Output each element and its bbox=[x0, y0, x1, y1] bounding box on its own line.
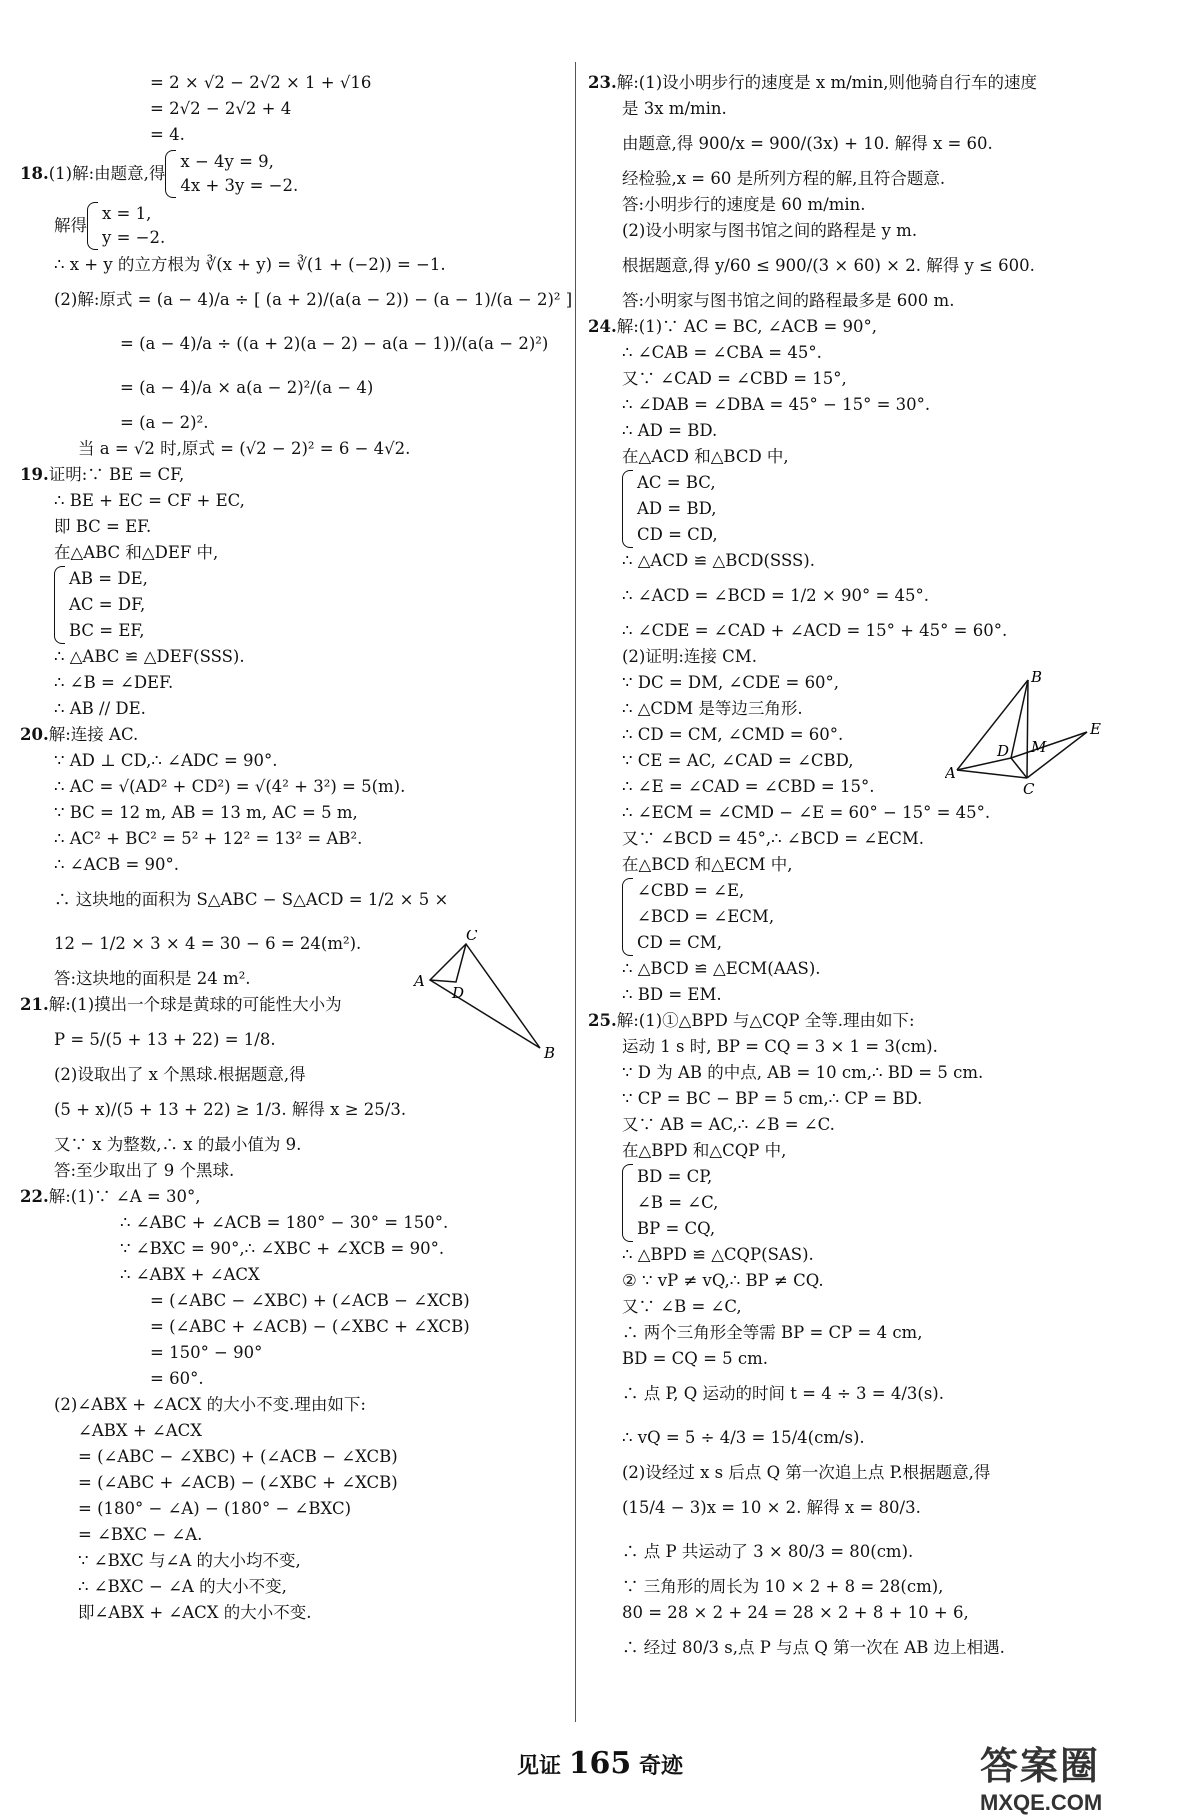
text-line: ∵ CP = BC − BP = 5 cm,∴ CP = BD. bbox=[622, 1089, 923, 1108]
equation: x − 4y = 9, bbox=[180, 152, 274, 171]
text-line: ∴ △BPD ≌ △CQP(SAS). bbox=[622, 1245, 814, 1264]
point-label: B bbox=[544, 1044, 556, 1060]
point-label: D bbox=[997, 742, 1010, 760]
text-line: ∵ 三角形的周长为 10 × 2 + 8 = 28(cm), bbox=[622, 1577, 944, 1596]
text-line: ∵ BC = 12 m, AB = 13 m, AC = 5 m, bbox=[54, 803, 358, 822]
text-line: ∴ 两个三角形全等需 BP = CP = 4 cm, bbox=[622, 1323, 923, 1342]
text-line: = (∠ABC + ∠ACB) − (∠XBC + ∠XCB) bbox=[78, 1473, 398, 1492]
question-number: 23. bbox=[588, 73, 617, 92]
q24-line bbox=[588, 314, 1168, 340]
text-line: 又∵ ∠BCD = 45°,∴ ∠BCD = ∠ECM. bbox=[622, 829, 924, 848]
text-line: ∴ CD = CM, ∠CMD = 60°. bbox=[622, 725, 844, 744]
text-line: 又∵ ∠CAD = ∠CBD = 15°, bbox=[622, 369, 847, 388]
point-label: C bbox=[466, 930, 478, 944]
text-line: ∴ △ABC ≌ △DEF(SSS). bbox=[54, 647, 245, 666]
page-footer bbox=[500, 1746, 700, 1781]
text-line: 答:这块地的面积是 24 m². bbox=[54, 969, 251, 988]
question-number: 18. bbox=[20, 164, 49, 183]
text-line: 解得 bbox=[54, 216, 87, 235]
text-line: ∵ DC = DM, ∠CDE = 60°, bbox=[622, 673, 840, 692]
q18-part1 bbox=[20, 148, 575, 200]
text-line: P = 5/(5 + 13 + 22) = 1/8. bbox=[54, 1030, 276, 1049]
text-line: 在△ABC 和△DEF 中, bbox=[54, 543, 219, 562]
q18-solution bbox=[20, 200, 575, 252]
equation-system bbox=[165, 150, 298, 198]
brace-icon bbox=[165, 150, 176, 198]
text-line: 运动 1 s 时, BP = CQ = 3 × 1 = 3(cm). bbox=[622, 1037, 938, 1056]
text-line: = 4. bbox=[150, 125, 185, 144]
equation: ∠B = ∠C, bbox=[637, 1193, 719, 1212]
equation: y = −2. bbox=[102, 228, 166, 247]
text-line: ∴ ∠E = ∠CAD = ∠CBD = 15°. bbox=[622, 777, 875, 796]
q22-line bbox=[20, 1184, 575, 1210]
equation: CD = CM, bbox=[637, 933, 722, 952]
equation: AC = BC, bbox=[637, 473, 716, 492]
text-line: ∴ AC = √(AD² + CD²) = √(4² + 3²) = 5(m). bbox=[54, 777, 406, 796]
equation: AC = DF, bbox=[69, 595, 146, 614]
text-line: ② ∵ vP ≠ vQ,∴ BP ≠ CQ. bbox=[622, 1271, 824, 1290]
point-label: A bbox=[414, 972, 425, 990]
equation: CD = CD, bbox=[637, 525, 718, 544]
text-line: ∴ ∠BXC − ∠A 的大小不变, bbox=[78, 1577, 287, 1596]
point-label: A bbox=[945, 764, 956, 782]
point-label: E bbox=[1090, 720, 1101, 738]
brace-icon bbox=[622, 878, 633, 956]
text-line: 解:(1)∵ AC = BC, ∠ACB = 90°, bbox=[616, 317, 878, 336]
column-divider bbox=[575, 62, 576, 1722]
text-line: BD = CQ = 5 cm. bbox=[622, 1349, 769, 1368]
text-line: ∵ AD ⊥ CD,∴ ∠ADC = 90°. bbox=[54, 751, 278, 770]
equation-system bbox=[588, 1164, 1168, 1242]
text-line: (2)解:原式 = (a − 4)/a ÷ [ (a + 2)/(a(a − 2)) − (a − 1)/(a − 2)² ] bbox=[54, 290, 573, 309]
text-line: ∴ ∠DAB = ∠DBA = 45° − 15° = 30°. bbox=[622, 395, 931, 414]
text-line: 解:连接 AC. bbox=[48, 725, 139, 744]
right-column bbox=[588, 70, 1168, 1670]
text-line: = 2 × √2 − 2√2 × 1 + √16 bbox=[150, 73, 372, 92]
segment-de bbox=[1011, 732, 1087, 758]
point-label: D bbox=[452, 984, 465, 1002]
point-label: M bbox=[1031, 738, 1047, 756]
figure-q24 bbox=[945, 670, 1105, 795]
text-line: 答:至少取出了 9 个黑球. bbox=[54, 1161, 235, 1180]
watermark-logo bbox=[980, 1735, 1180, 1815]
point-label: C bbox=[1023, 780, 1035, 795]
text-line: (2)∠ABX + ∠ACX 的大小不变.理由如下: bbox=[54, 1395, 366, 1414]
equation-system bbox=[588, 470, 1168, 548]
text-line: 即∠ABX + ∠ACX 的大小不变. bbox=[78, 1603, 312, 1622]
segment-cd bbox=[1011, 758, 1027, 778]
text-line: = 150° − 90° bbox=[150, 1343, 263, 1362]
left-column bbox=[20, 70, 575, 1626]
text-line: 80 = 28 × 2 + 24 = 28 × 2 + 8 + 10 + 6, bbox=[622, 1603, 969, 1622]
q23-line bbox=[588, 70, 1168, 96]
equation: BP = CQ, bbox=[637, 1219, 716, 1238]
text-line: = (∠ABC − ∠XBC) + (∠ACB − ∠XCB) bbox=[78, 1447, 398, 1466]
footer-suffix: 奇迹 bbox=[638, 1753, 683, 1779]
text-line: (2)证明:连接 CM. bbox=[622, 647, 757, 666]
text-line: ∵ ∠BXC = 90°,∴ ∠XBC + ∠XCB = 90°. bbox=[120, 1239, 445, 1258]
text-line: ∴ 这块地的面积为 S△ABC − S△ACD = 1/2 × 5 × bbox=[54, 890, 449, 909]
text-line: 答:小明步行的速度是 60 m/min. bbox=[622, 195, 866, 214]
text-line: = 60°. bbox=[150, 1369, 204, 1388]
text-line: 又∵ ∠B = ∠C, bbox=[622, 1297, 742, 1316]
equation-system bbox=[20, 566, 575, 644]
brace-icon bbox=[622, 470, 633, 548]
question-number: 25. bbox=[588, 1011, 617, 1030]
question-number: 20. bbox=[20, 725, 49, 744]
text-line: ∵ CE = AC, ∠CAD = ∠CBD, bbox=[622, 751, 854, 770]
text-line: ∴ BE + EC = CF + EC, bbox=[54, 491, 245, 510]
question-number: 19. bbox=[20, 465, 49, 484]
text-line: = ∠BXC − ∠A. bbox=[78, 1525, 203, 1544]
text-line: (2)设经过 x s 后点 Q 第一次追上点 P.根据题意,得 bbox=[622, 1463, 991, 1482]
equation: ∠CBD = ∠E, bbox=[637, 881, 745, 900]
text-line: 是 3x m/min. bbox=[622, 99, 727, 118]
text-line: 12 − 1/2 × 3 × 4 = 30 − 6 = 24(m²). bbox=[54, 934, 362, 953]
equation: BD = CP, bbox=[637, 1167, 713, 1186]
text-line: ∴ AD = BD. bbox=[622, 421, 718, 440]
equation: BC = EF, bbox=[69, 621, 145, 640]
footer-prefix: 见证 bbox=[517, 1753, 562, 1779]
text-line: ∴ ∠ABX + ∠ACX bbox=[120, 1265, 260, 1284]
text-line: 又∵ AB = AC,∴ ∠B = ∠C. bbox=[622, 1115, 835, 1134]
text-line: ∴ △CDM 是等边三角形. bbox=[622, 699, 803, 718]
text-line: ∴ AB // DE. bbox=[54, 699, 146, 718]
segment-ac bbox=[957, 770, 1027, 778]
watermark-url: MXQE.COM bbox=[980, 1790, 1103, 1815]
text-line: = (a − 4)/a ÷ ((a + 2)(a − 2) − a(a − 1))/(a(a − 2)²) bbox=[120, 334, 549, 353]
text-line: ∵ ∠BXC 与∠A 的大小均不变, bbox=[78, 1551, 301, 1570]
equation-system bbox=[87, 202, 165, 250]
text-line: (5 + x)/(5 + 13 + 22) ≥ 1/3. 解得 x ≥ 25/3. bbox=[54, 1100, 407, 1119]
text-line: ∴ ∠ABC + ∠ACB = 180° − 30° = 150°. bbox=[120, 1213, 449, 1232]
text-line: = (180° − ∠A) − (180° − ∠BXC) bbox=[78, 1499, 352, 1518]
text-line: 解:(1)摸出一个球是黄球的可能性大小为 bbox=[48, 995, 342, 1014]
text-line: ∴ AC² + BC² = 5² + 12² = 13² = AB². bbox=[54, 829, 363, 848]
text-line: (1)解:由题意,得 bbox=[48, 164, 166, 183]
brace-icon bbox=[87, 202, 98, 250]
brace-icon bbox=[54, 566, 65, 644]
question-number: 24. bbox=[588, 317, 617, 336]
text-line: ∴ ∠ACB = 90°. bbox=[54, 855, 180, 874]
brace-icon bbox=[622, 1164, 633, 1242]
page-number: 165 bbox=[568, 1746, 632, 1781]
text-line: = (a − 2)². bbox=[120, 413, 209, 432]
text-line: ∴ △ACD ≌ △BCD(SSS). bbox=[622, 551, 815, 570]
text-line: ∴ x + y 的立方根为 ∛(x + y) = ∛(1 + (−2)) = −1. bbox=[54, 255, 446, 274]
text-line: 经检验,x = 60 是所列方程的解,且符合题意. bbox=[622, 169, 946, 188]
text-line: (2)设小明家与图书馆之间的路程是 y m. bbox=[622, 221, 918, 240]
text-line: 当 a = √2 时,原式 = (√2 − 2)² = 6 − 4√2. bbox=[78, 439, 411, 458]
equation: AB = DE, bbox=[69, 569, 148, 588]
text-line: 在△BPD 和△CQP 中, bbox=[622, 1141, 787, 1160]
text-line: ∴ ∠CAB = ∠CBA = 45°. bbox=[622, 343, 822, 362]
q19-line bbox=[20, 462, 575, 488]
text-line: 在△ACD 和△BCD 中, bbox=[622, 447, 789, 466]
text-line: = (∠ABC − ∠XBC) + (∠ACB − ∠XCB) bbox=[150, 1291, 470, 1310]
text-line: (15/4 − 3)x = 10 × 2. 解得 x = 80/3. bbox=[622, 1498, 921, 1517]
equation: ∠BCD = ∠ECM, bbox=[637, 907, 775, 926]
text-line: 答:小明家与图书馆之间的路程最多是 600 m. bbox=[622, 291, 955, 310]
equation: AD = BD, bbox=[637, 499, 717, 518]
text-line: 又∵ x 为整数,∴ x 的最小值为 9. bbox=[54, 1135, 302, 1154]
text-line: 解:(1)∵ ∠A = 30°, bbox=[48, 1187, 201, 1206]
equation: 4x + 3y = −2. bbox=[180, 176, 299, 195]
text-line: ∴ BD = EM. bbox=[622, 985, 722, 1004]
text-line: ∴ 点 P, Q 运动的时间 t = 4 ÷ 3 = 4/3(s). bbox=[622, 1384, 944, 1403]
q25-line bbox=[588, 1008, 1168, 1034]
text-line: ∵ D 为 AB 的中点, AB = 10 cm,∴ BD = 5 cm. bbox=[622, 1063, 984, 1082]
text-line: ∴ 点 P 共运动了 3 × 80/3 = 80(cm). bbox=[622, 1542, 914, 1561]
text-line: ∴ △BCD ≌ △ECM(AAS). bbox=[622, 959, 821, 978]
text-line: = (a − 4)/a × a(a − 2)²/(a − 4) bbox=[120, 378, 374, 397]
text-line: ∴ ∠CDE = ∠CAD + ∠ACD = 15° + 45° = 60°. bbox=[622, 621, 1008, 640]
text-line: ∴ ∠ECM = ∠CMD − ∠E = 60° − 15° = 45°. bbox=[622, 803, 991, 822]
text-line: 解:(1)设小明步行的速度是 x m/min,则他骑自行车的速度 bbox=[616, 73, 1037, 92]
text-line: 证明:∵ BE = CF, bbox=[48, 465, 185, 484]
text-line: 在△BCD 和△ECM 中, bbox=[622, 855, 793, 874]
equation-system bbox=[588, 878, 1168, 956]
equation: x = 1, bbox=[102, 204, 152, 223]
figure-q20 bbox=[410, 930, 570, 1060]
point-label: B bbox=[1031, 670, 1043, 686]
text-line: ∠ABX + ∠ACX bbox=[78, 1421, 203, 1440]
text-line: ∴ 经过 80/3 s,点 P 与点 Q 第一次在 AB 边上相遇. bbox=[622, 1638, 1005, 1657]
text-line: ∴ ∠B = ∠DEF. bbox=[54, 673, 174, 692]
watermark-title: 答案圈 bbox=[980, 1746, 1101, 1788]
text-line: = (∠ABC + ∠ACB) − (∠XBC + ∠XCB) bbox=[150, 1317, 470, 1336]
text-line: 根据题意,得 y/60 ≤ 900/(3 × 60) × 2. 解得 y ≤ 600. bbox=[622, 256, 1035, 275]
text-line: = 2√2 − 2√2 + 4 bbox=[150, 99, 292, 118]
text-line: 解:(1)①△BPD 与△CQP 全等.理由如下: bbox=[616, 1011, 915, 1030]
text-line: 即 BC = EF. bbox=[54, 517, 152, 536]
text-line: ∴ ∠ACD = ∠BCD = 1/2 × 90° = 45°. bbox=[622, 586, 929, 605]
q20-line bbox=[20, 722, 575, 748]
triangle-abc bbox=[430, 944, 540, 1048]
text-line: (2)设取出了 x 个黑球.根据题意,得 bbox=[54, 1065, 306, 1084]
text-line: 由题意,得 900/x = 900/(3x) + 10. 解得 x = 60. bbox=[622, 134, 993, 153]
question-number: 21. bbox=[20, 995, 49, 1014]
question-number: 22. bbox=[20, 1187, 49, 1206]
text-line: ∴ vQ = 5 ÷ 4/3 = 15/4(cm/s). bbox=[622, 1428, 865, 1447]
